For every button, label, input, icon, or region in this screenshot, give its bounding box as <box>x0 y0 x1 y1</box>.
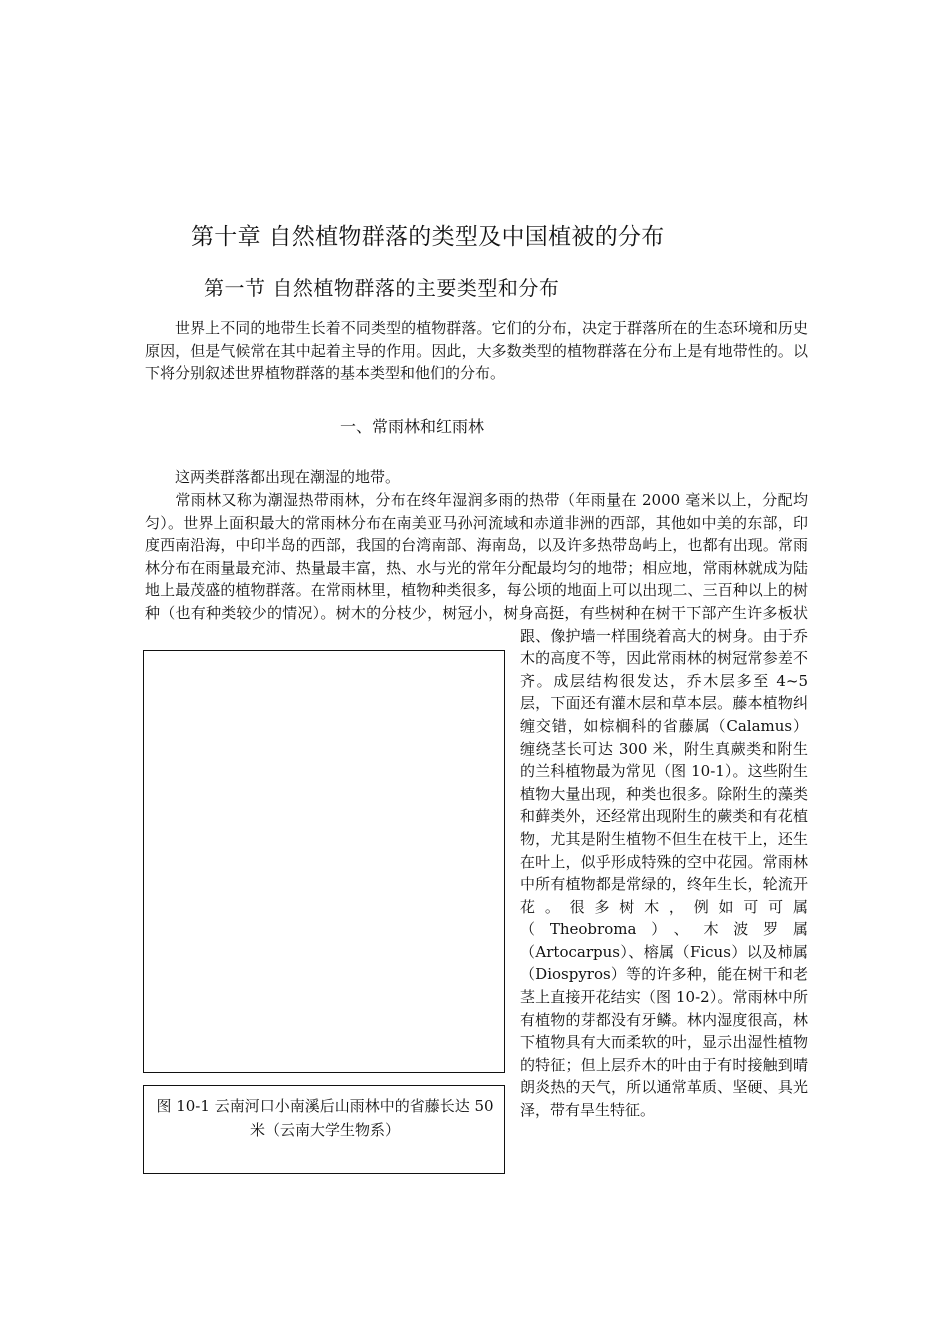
paragraph-wet-zones: 这两类群落都出现在潮湿的地带。 <box>175 468 401 486</box>
rainforest-text-top: 常雨林又称为潮湿热带雨林，分布在终年湿润多雨的热带（年雨量在 2000 毫米以上，分配均匀）。世界上面积最大的常雨林分布在南美亚马孙河流域和赤道非洲的西部，其他如中美的东部，印度西南沿海，中印半岛的西部，我国的台湾南部、海南岛，以及许多热带岛屿上，也都有出现。常雨林分布在雨量最充沛、热量最丰富，热、水与光的常年分配最均匀的地带；相应地，常雨林就成为陆地上最茂盛的植物群落。在常雨林里，植物种类很多，每公顷的地面上可以出现二、三百种以上的树种（也有种类较少的情况）。树木的分枝少， <box>145 491 808 622</box>
figure-image-placeholder <box>143 650 505 1073</box>
rainforest-text-tail: 叶由于有时接触到晴朗炎热的天气，所以通常革质、坚硬、具光泽，带有旱生特征。 <box>520 1055 808 1120</box>
section-title: 第一节 自然植物群落的主要类型和分布 <box>204 276 560 300</box>
intro-paragraph: 世界上不同的地带生长着不同类型的植物群落。它们的分布，决定于群落所在的生态环境和历史原因，但是气候常在其中起着主导的作用。因此，大多数类型的植物群落在分布上是有地带性的。以下将分别叙述世界植物群落的基本类型和他们的分布。 <box>145 319 808 383</box>
figure-caption: 图 10-1 云南河口小南溪后山雨林中的省藤长达 50 米（云南大学生物系） <box>156 1097 494 1139</box>
rainforest-text-wrap: 树冠小，树身高挺，有些树种在树干下部产生许多板状跟、像护墙一样围绕着高大的树身。由于乔木的高度不等，因此常雨林的树冠常参差不齐。成层结构很发达，乔木层多至 4~5 层，下面还有灌木层和草本层。藤本植物纠缠交错，如棕榈科的省藤属（Calamus）缠绕茎长可达 300 米，附生真蕨类和附生的兰科植物最为常见（图 10-1）。这些附生植物大量出现，种类也很多。除附生的藻类和藓类外，还经常出现附生的蕨类和有花植物，尤其是附生植物不但生在枝干上，还生在叶上，似乎形成特殊的空中花园。常雨林中所有植物都是常绿的，终年生长，轮流开花。很多树木，例如可可属（Theobroma）、木波罗属（Artocarpus）、榕属（Ficus）以及柿属（Diospyros）等的许多种，能在树干和老茎上直接开花结实（图 10-2）。常雨林中所有植物的芽都没有牙鳞。林内湿度很高，林下植物具有大而柔软的叶，显示出湿性植物的特征；但上层乔木的 <box>442 603 808 1074</box>
chapter-title: 第十章 自然植物群落的类型及中国植被的分布 <box>191 224 665 250</box>
subsection-heading: 一、常雨林和红雨林 <box>340 417 485 436</box>
